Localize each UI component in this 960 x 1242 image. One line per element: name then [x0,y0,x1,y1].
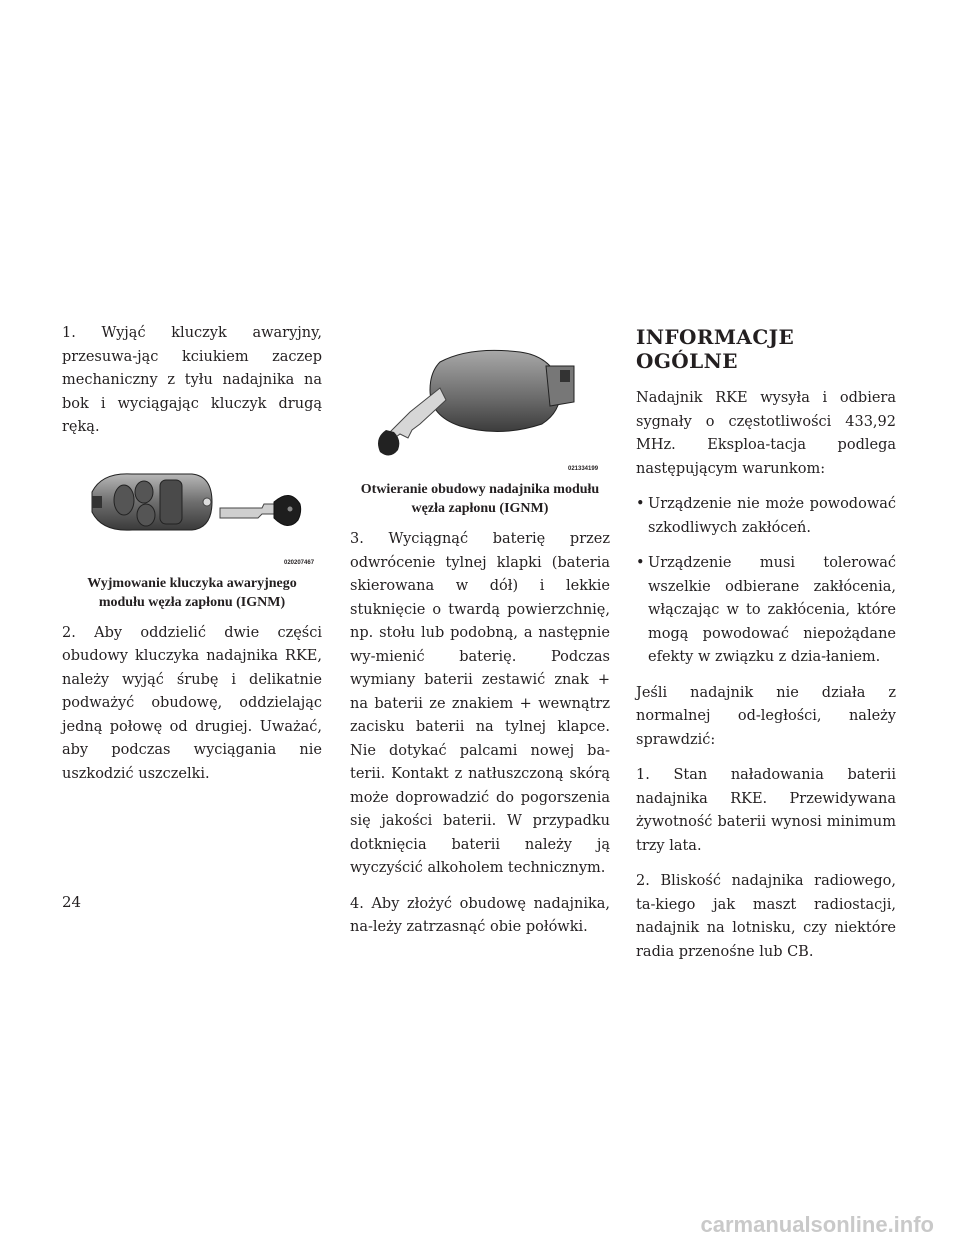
step-3-text: 3. Wyciągnąć baterię przez odwrócenie tylnej klapki (bateria skierowana w dół) i lekkie stuknięcie o twardą powierzchnię, np. stołu lub podobną, a następnie wy-mienić baterię. Podczas wymiany baterii zestawić znak + na baterii ze znakiem + wewnątrz zacisku baterii na tylnej klapce. Nie dotykać palcami nowej ba-terii. Kontakt z natłuszczoną skórą może doprowadzić do pogorszenia się jakości baterii. W przypadku dotknięcia baterii należy ją wyczyścić alkoholem technicznym. [350,531,610,876]
figure-emergency-key [62,462,322,572]
check-intro-text: Jeśli nadajnik nie działa z normalnej od-ległości, należy sprawdzić: [636,684,896,748]
bullet-text: Urządzenie nie może powodować szkodliwych zakłóceń. [648,496,896,536]
figure-open-housing [350,326,610,478]
column-middle [350,322,610,952]
step-1-text: 1. Wyjąć kluczyk awaryjny, przesuwa-jąc kciukiem zaczep mechaniczny z tyłu nadajnika na bok i wyciągając kluczyk drugą ręką. [62,325,322,435]
step-2-text: 2. Aby oddzielić dwie części obudowy kluczyka nadajnika RKE, należy wyjąć śrubę i delikatnie podważyć obudowę, oddzielając jedną połowę od drugiej. Uważać, aby podczas wyciągania nie uszkodzić uszczelki. [62,624,322,782]
figure-caption: Otwieranie obudowy nadajnika modułu węzła zapłonu (IGNM) [360,482,600,516]
watermark: carmanualsonline.info [700,1212,934,1237]
key-fob-illustration [62,462,322,572]
figure-caption: Wyjmowanie kluczyka awaryjnego modułu węzła zapłonu (IGNM) [87,575,297,610]
figure-code: 021334199 [568,466,599,472]
list-item [636,493,896,540]
bullet-text: Urządzenie musi tolerować wszelkie odbierane zakłócenia, włączając w to zakłócenia, które mogą powodować niepożądane efekty w związku z dzia-łaniem. [648,555,896,665]
column-left [62,322,322,798]
check-2-text: 2. Bliskość nadajnika radiowego, ta-kiego jak maszt radiostacji, nadajnik na lotnisku, czy niektóre radia przenośne lub CB. [636,873,896,960]
check-1-text: 1. Stan naładowania baterii nadajnika RKE. Przewidywana żywotność baterii wynosi minimum trzy lata. [636,767,896,854]
page-number: 24 [62,893,82,911]
intro-text: Nadajnik RKE wysyła i odbiera sygnały o częstotliwości 433,92 MHz. Eksploa-tacja podlega następującym warunkom: [636,390,896,477]
figure-code: 020207467 [284,559,315,566]
list-item [636,552,896,670]
bullet-mark: • [636,496,645,512]
section-heading: INFORMACJE OGÓLNE [636,325,795,373]
step-4-text: 4. Aby złożyć obudowę nadajnika, na-leży zatrzasnąć obie połówki. [350,895,610,935]
housing-illustration [350,326,610,478]
bullet-mark: • [636,555,645,571]
column-right [636,322,896,976]
